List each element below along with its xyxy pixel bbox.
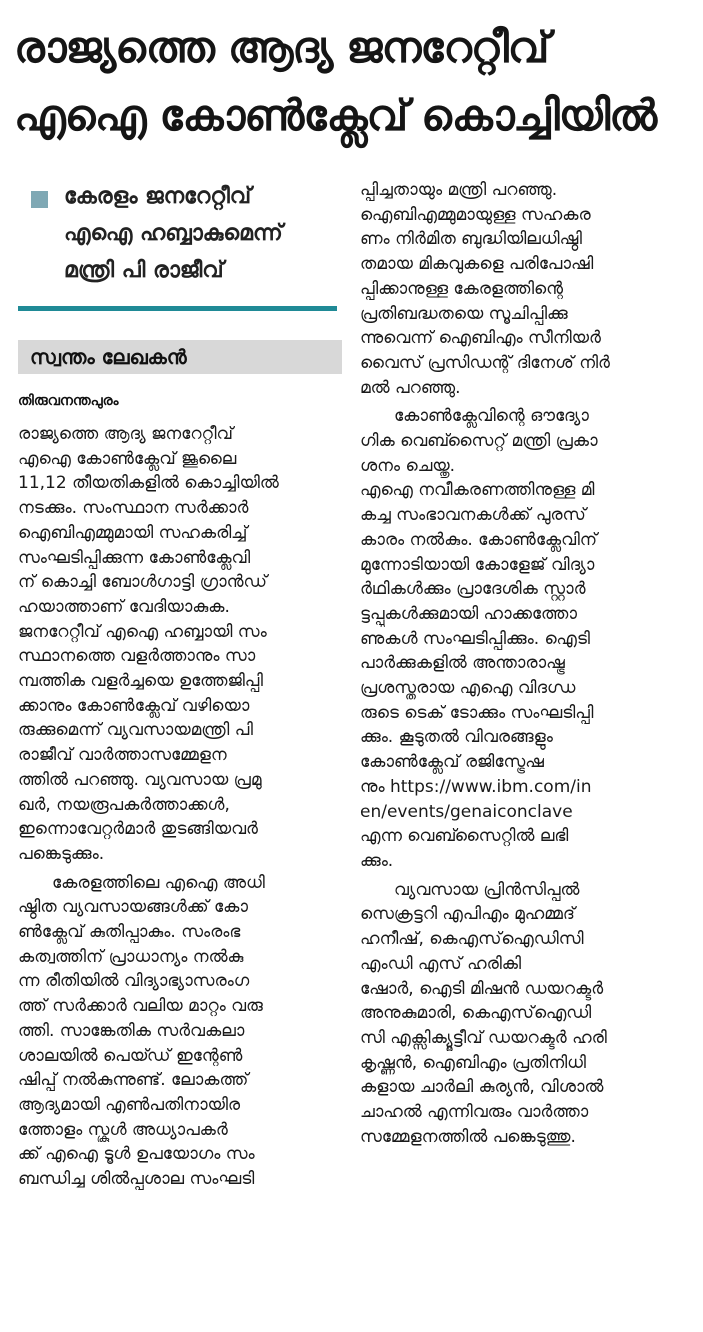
headline: [14, 14, 690, 150]
text-line: ഖർ, നയരൂപകർത്താക്കൾ,: [18, 794, 230, 815]
text-line: സി എക്സിക്യൂട്ടീവ് ഡയറക്ടർ ഹരി: [360, 1027, 607, 1048]
text-line: കാരം നൽകും. കോൺക്ലേവിന്: [360, 529, 598, 550]
text-line: കൃഷ്ണൻ, ഐബിഎം പ്രതിനിധി: [360, 1052, 586, 1073]
text-line: സെക്രട്ടറി എപിഎം മുഹമ്മദ്: [360, 904, 575, 925]
kicker-line: കേരളം ജനറേറ്റീവ്: [64, 184, 252, 209]
text-line: ണം നിർമിത ബുദ്ധിയിലധിഷ്ഠി: [360, 229, 582, 250]
text-line: ക്കും. കൂടുതൽ വിവരങ്ങളും: [360, 727, 553, 748]
text-line: ഷിപ്പ് നൽകുന്നുണ്ട്. ലോകത്ത്: [18, 1070, 249, 1091]
text-line: കച്ച സംഭാവനകൾക്ക് പുരസ്: [360, 505, 586, 526]
dateline: തിരുവനന്തപുരം: [18, 393, 119, 409]
text-line: ട്ടപ്പുകൾക്കുമായി ഹാക്കത്തോ: [360, 603, 577, 624]
text-line: ഹയാത്താണ് വേദിയാകുക.: [18, 596, 230, 617]
text-line: ന് കൊച്ചി ബോൾഗാട്ടി ഗ്രാൻഡ്: [18, 572, 268, 593]
text-line: ഹനീഷ്, കെഎസ്ഐഡിസി: [360, 929, 584, 950]
text-line: വ്യവസായ പ്രിൻസിപ്പൽ: [394, 879, 580, 900]
paragraph: [18, 422, 342, 867]
text-line: സംഘടിപ്പിക്കുന്ന കോൺക്ലേവി: [18, 547, 251, 568]
text-line: നടക്കും. സംസ്ഥാന സർക്കാർ: [18, 498, 249, 519]
square-bullet-icon: [31, 191, 48, 208]
text-line: ഐബിഎമ്മുമായുള്ള സഹകര: [360, 204, 591, 225]
text-line: പങ്കെടുക്കും.: [18, 843, 105, 864]
text-line: സ്ഥാനത്തെ വളർത്താനും സാ: [18, 646, 256, 667]
text-line: കത്വത്തിന് പ്രാധാന്യം നൽകു: [18, 946, 244, 967]
text-line: ഷോർ, ഐടി മിഷൻ ഡയറക്ടർ: [360, 978, 604, 999]
text-line: ഗിക വെബ്സൈറ്റ് മന്ത്രി പ്രകാ: [360, 431, 598, 452]
text-line: കോൺക്ലേവ് രജിസ്ട്രേഷ: [360, 752, 544, 773]
text-line: ബന്ധിച്ച ശിൽപ്പശാല സംഘടി: [18, 1169, 255, 1190]
left-column: [18, 178, 342, 1190]
text-line: ശനം ചെയ്തു.: [360, 455, 456, 476]
text-line: രാജ്യത്തെ ആദ്യ ജനറേറ്റീവ്: [18, 424, 233, 444]
text-line: നും https://www.ibm.com/in: [360, 776, 592, 797]
text-line: അനുകുമാരി, കെഎസ്ഐഡി: [360, 1003, 592, 1024]
text-line: മ്പത്തിക വളർച്ചയെ ഉത്തേജിപ്പി: [18, 671, 263, 692]
text-line: ജനറേറ്റീവ് എഐ ഹബ്ബായി സം: [18, 621, 267, 642]
text-line: ഇന്നൊവേറ്റർമാർ തുടങ്ങിയവർ: [18, 819, 258, 840]
text-line: കോൺക്ലേവിന്റെ ഔദ്യോ: [394, 406, 589, 427]
text-line: ർഥികൾക്കും പ്രാദേശിക സ്റ്റാർ: [360, 579, 586, 600]
text-line: ആദ്യമായി എൺപതിനായിര: [18, 1094, 241, 1115]
text-line: എഐ നവീകരണത്തിനുള്ള മി: [360, 480, 595, 501]
paragraph: [360, 878, 690, 1150]
text-line: തമായ മികവുകളെ പരിപോഷി: [360, 254, 594, 275]
text-line: ത്തോളം സ്കൂൾ അധ്യാപകർ: [18, 1119, 228, 1140]
text-line: ക്കാനും കോൺക്ലേവ് വഴിയൊ: [18, 695, 250, 716]
text-line: 11,12 തീയതികളിൽ കൊച്ചിയിൽ: [18, 473, 279, 494]
text-line: പാർക്കുകളിൽ അന്താരാഷ്ട്ര: [360, 653, 565, 674]
text-line: ണുകൾ സംഘടിപ്പിക്കും. ഐടി: [360, 628, 590, 649]
text-line: ക്കും.: [360, 850, 394, 871]
left-body: [18, 422, 342, 1192]
text-line: ഐബിഎമ്മുമായി സഹകരിച്ച്: [18, 522, 248, 543]
text-line: വൈസ് പ്രസിഡന്റ് ദിനേശ് നിർ: [360, 352, 610, 373]
text-line: ത്തി. സാങ്കേതിക സർവകലാ: [18, 1020, 245, 1041]
text-line: രാജീവ് വാർത്താസമ്മേളന: [18, 745, 227, 766]
text-line: മൽ പറഞ്ഞു.: [360, 377, 461, 398]
text-line: എന്ന വെബ്സൈറ്റിൽ ലഭി: [360, 826, 569, 847]
text-line: പ്പിച്ചതായും മന്ത്രി പറഞ്ഞു.: [360, 180, 558, 200]
text-line: രുടെ ടെക് ടോക്കും സംഘടിപ്പി: [360, 702, 594, 723]
divider-rule: [18, 306, 337, 311]
headline-line: എഐ കോൺക്ലേവ് കൊച്ചിയിൽ: [14, 91, 657, 141]
text-line: രുക്കുമെന്ന് വ്യവസായമന്ത്രി പി: [18, 720, 253, 741]
text-line: പ്പിക്കാനുള്ള കേരളത്തിന്റെ: [360, 278, 564, 299]
text-line: പ്രതിബദ്ധതയെ സൂചിപ്പിക്കു: [360, 303, 568, 324]
kicker-line: എഐ ഹബ്ബാകുമെന്ന്: [64, 221, 283, 246]
right-column: [360, 178, 690, 1149]
paragraph: [360, 404, 690, 873]
text-line: എഐ കോൺക്ലേവ് ജൂലൈ: [18, 448, 237, 469]
text-line: ന്നുവെന്ന് ഐബിഎം സീനിയർ: [360, 328, 601, 349]
text-line: പ്രശസ്തരായ എഐ വിദഗ്ധ: [360, 678, 576, 699]
text-line: ത്തിൽ പറഞ്ഞു. വ്യവസായ പ്രമു: [18, 769, 262, 790]
text-line: കേരളത്തിലെ എഐ അധി: [52, 872, 265, 893]
text-line: ന്ന രീതിയിൽ വിദ്യാഭ്യാസരംഗ: [18, 971, 250, 992]
kicker-line: മന്ത്രി പി രാജീവ്: [64, 258, 224, 283]
text-line: സമ്മേളനത്തിൽ പങ്കെടുത്തു.: [360, 1126, 576, 1147]
text-line: എംഡി എസ് ഹരികി: [360, 953, 522, 974]
text-line: മുന്നോടിയായി കോളേജ് വിദ്യാ: [360, 554, 595, 575]
text-line: കളായ ചാർലി കുര്യൻ, വിശാൽ: [360, 1077, 604, 1098]
paragraph: [360, 178, 690, 400]
text-line: ൺക്ലേവ് കുതിപ്പാകും. സംരംഭ: [18, 922, 241, 943]
text-line: ഷ്ഠിത വ്യവസായങ്ങൾക്ക് കോ: [18, 897, 248, 918]
kicker: [18, 178, 342, 292]
text-line: ചാഹൽ എന്നിവരും വാർത്താ: [360, 1102, 589, 1123]
text-line: ക്ക് എഐ ടൂൾ ഉപയോഗം സം: [18, 1144, 255, 1165]
text-line: en/events/genaiconclave: [360, 801, 573, 822]
headline-line: രാജ്യത്തെ ആദ്യ ജനറേറ്റീവ്: [14, 23, 549, 73]
text-line: ശാലയിൽ പെയ്ഡ് ഇന്റേൺ: [18, 1045, 243, 1066]
paragraph: [18, 871, 342, 1192]
text-line: ത്ത് സർക്കാർ വലിയ മാറ്റം വരു: [18, 996, 263, 1017]
byline: സ്വന്തം ലേഖകൻ: [18, 340, 342, 374]
